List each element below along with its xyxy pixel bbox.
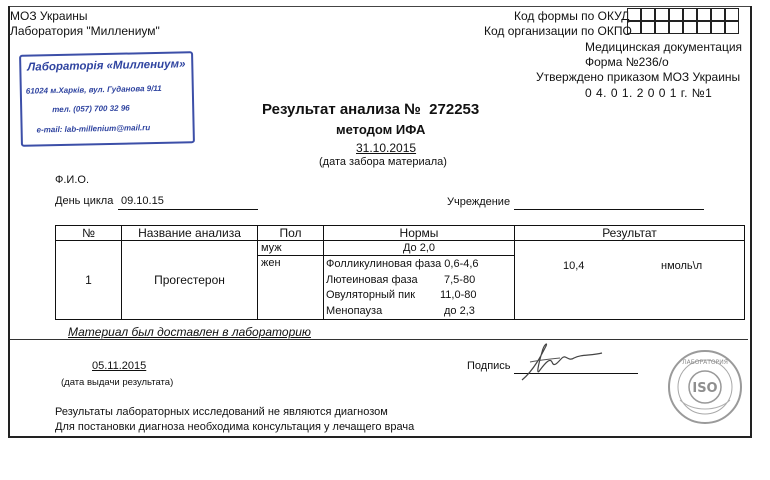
okpo-label: Код организации по ОКПО bbox=[484, 24, 632, 38]
issue-date: 05.11.2015 bbox=[92, 360, 147, 372]
row-number: 1 bbox=[56, 241, 122, 320]
sex-female: жен bbox=[258, 256, 324, 320]
form-number: Форма №236/о bbox=[585, 55, 669, 69]
norm-ovulatory: Овуляторный пик 11,0-80 bbox=[326, 289, 477, 301]
header-sex: Пол bbox=[258, 226, 324, 241]
header-result: Результат bbox=[515, 226, 745, 241]
seal-top-text: ЛАБОРАТОРИЯ bbox=[682, 359, 728, 366]
doc-type: Медицинская документация bbox=[585, 40, 743, 54]
result-title bbox=[262, 101, 479, 118]
lab-stamp bbox=[19, 51, 195, 147]
result-unit: нмоль\л bbox=[661, 260, 703, 272]
ministry-name: МОЗ Украины bbox=[10, 9, 88, 23]
cycle-day-label: День цикла bbox=[55, 195, 114, 207]
analysis-name: Прогестерон bbox=[122, 241, 258, 320]
norm-male: До 2,0 bbox=[324, 241, 515, 256]
seal-center-text: ISO bbox=[692, 381, 718, 396]
okud-label: Код формы по ОКУД bbox=[514, 9, 630, 23]
iso-seal bbox=[666, 348, 744, 426]
method-title: методом ИФА bbox=[336, 122, 426, 137]
disclaimer-line-2: Для постановки диагноза необходима консультация у лечащего врача bbox=[55, 421, 415, 433]
header-norms: Нормы bbox=[324, 226, 515, 241]
result-number: 272253 bbox=[429, 101, 480, 118]
stamp-phone: тел. (057) 700 32 96 bbox=[52, 103, 130, 115]
delivered-note: Материал был доставлен в лабораторию bbox=[68, 325, 311, 339]
norm-follicular: Фолликулиновая фаза 0,6-4,6 bbox=[326, 258, 479, 270]
disclaimer-line-1: Результаты лабораторных исследований не являются диагнозом bbox=[55, 406, 388, 418]
order-number: 0 4. 0 1. 2 0 0 1 г. №1 bbox=[585, 86, 713, 100]
approved-by: Утверждено приказом МОЗ Украины bbox=[536, 70, 741, 84]
header-analysis: Название анализа bbox=[122, 226, 258, 241]
handwritten-signature bbox=[516, 340, 606, 385]
cycle-day-underline bbox=[118, 209, 258, 210]
sample-date: 31.10.2015 bbox=[356, 141, 417, 155]
norm-menopause: Менопауза до 2,3 bbox=[326, 304, 475, 317]
norm-luteal: Лютеиновая фаза 7,5-80 bbox=[326, 273, 476, 286]
cycle-day-value: 09.10.15 bbox=[121, 195, 164, 207]
stamp-lab-name: Лабораторія «Миллениум» bbox=[27, 58, 186, 74]
header-number: № bbox=[56, 226, 122, 241]
institution-label: Учреждение bbox=[447, 196, 511, 208]
lab-name: Лаборатория "Миллениум" bbox=[10, 24, 160, 38]
stamp-email: e-mail: lab-millenium@mail.ru bbox=[36, 123, 151, 135]
sex-male: муж bbox=[258, 241, 324, 256]
signature-label: Подпись bbox=[467, 360, 511, 372]
norms-female bbox=[324, 256, 515, 320]
result-title-label: Результат анализа № bbox=[262, 101, 421, 118]
table-header-row bbox=[56, 226, 745, 241]
table-row-male bbox=[56, 241, 745, 256]
fio-label: Ф.И.О. bbox=[55, 174, 89, 186]
institution-underline bbox=[514, 209, 704, 210]
sample-date-caption: (дата забора материала) bbox=[319, 156, 447, 168]
stamp-address: 61024 м.Харків, вул. Гуданова 9/11 bbox=[25, 83, 162, 96]
issue-date-caption: (дата выдачи результата) bbox=[61, 377, 174, 388]
result-cell bbox=[515, 241, 745, 320]
results-table bbox=[55, 225, 745, 320]
section-divider bbox=[10, 339, 748, 340]
result-value: 10,4 bbox=[563, 260, 585, 272]
